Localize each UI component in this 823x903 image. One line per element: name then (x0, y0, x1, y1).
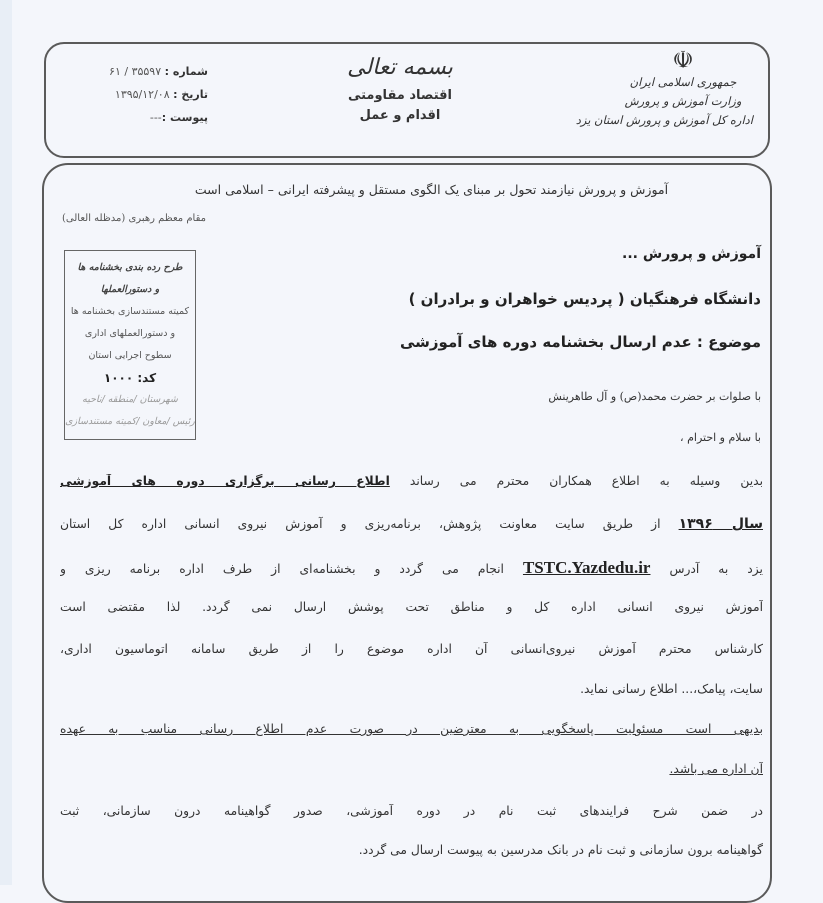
org-line: جمهوری اسلامی ایران (629, 75, 737, 89)
website-link[interactable]: TSTC.Yazdedu.ir (522, 558, 651, 577)
stamp-title: طرح رده بندی بخشنامه ها (77, 262, 183, 273)
motto-line: اقتصاد مقاومتی (347, 88, 453, 103)
body-line: گواهینامه برون سازمانی و ثبت نام در بانک مدرسین به پیوست ارسال می گردد. (358, 843, 763, 857)
iran-emblem-icon: ☫ (672, 46, 694, 74)
tagline-quote: آموزش و پرورش نیازمند تحول بر مبنای یک الگوی مستقل و پیشرفته ایرانی – اسلامی است (194, 182, 669, 197)
letter-date: تاریخ : ۱۳۹۵/۱۲/۰۸ (114, 88, 208, 101)
scan-edge (0, 0, 12, 885)
recipient-line: آموزش و پرورش ... (622, 246, 761, 262)
body-line: بدین وسیله به اطلاع همکاران محترم می رساند اطلاع رسانی برگزاری دوره های آموزشی (60, 474, 763, 488)
body-line: یزد به آدرس TSTC.Yazdedu.ir انجام می گردد و بخشنامه‌ای از طرف اداره برنامه ریزی و (60, 558, 763, 577)
body-line: آموزش نیروی انسانی اداره کل و مناطق تحت پوشش ارسال نمی گردد. لذا مقتضی است (60, 600, 763, 614)
stamp-line: و دستورالعملهای اداری (84, 328, 176, 339)
stamp-code: کد: ۱۰۰۰ (103, 371, 157, 385)
salutation: با سلام و احترام ، (680, 431, 761, 444)
body-line: آن اداره می باشد. (669, 762, 763, 776)
body-line: کارشناس محترم آموزش نیروی‌انسانی آن اداره موضوع را از طریق سامانه اتوماسیون اداری، (60, 642, 763, 656)
letterhead-center (330, 50, 470, 126)
body-line: سال ۱۳۹۶ از طریق سایت معاونت پژوهش، برنامه‌ریزی و آموزش نیروی انسانی اداره کل استان (60, 516, 763, 532)
stamp-title: و دستورالعملها (100, 284, 160, 295)
letter-attachment: پیوست :--- (149, 111, 208, 124)
body-line: سایت، پیامک،... اطلاع رسانی نماید. (580, 682, 763, 696)
org-line: وزارت آموزش و پرورش (624, 94, 742, 108)
basmala: بسمه تعالی (347, 55, 453, 80)
ministry-letterhead (575, 46, 753, 130)
quote-attribution: مقام معظم رهبری (مدظله العالی) (62, 213, 206, 224)
stamp-line: کمیته مستندسازی بخشنامه ها (70, 306, 190, 317)
stamp-line: سطوح اجرایی استان (88, 350, 172, 361)
letter-metadata (100, 60, 208, 129)
stamp-line: شهرستان /منطقه /ناحیه (82, 394, 178, 405)
subject-line: موضوع : عدم ارسال بخشنامه دوره های آموزشی (399, 333, 761, 351)
org-line: اداره کل آموزش و پرورش استان یزد (575, 113, 753, 127)
motto-line: اقدام و عمل (359, 108, 441, 123)
stamp-line: رئیس /معاون /کمیته مستندسازی (65, 416, 195, 427)
body-line: در ضمن شرح فرایندهای ثبت نام در دوره آموزشی، صدور گواهینامه درون سازمانی، ثبت (60, 804, 763, 818)
recipient-line: دانشگاه فرهنگیان ( پردیس خواهران و برادران ) (408, 290, 761, 308)
classification-stamp (64, 250, 196, 440)
letter-number: شماره : ۳۵۵۹۷ / ۶۱ (109, 65, 208, 78)
salutation: با صلوات بر حضرت محمد(ص) و آل طاهرینش (548, 390, 761, 403)
body-line: بدیهی است مسئولیت پاسخگویی به معترضین در صورت عدم اطلاع رسانی مناسب به عهده (60, 722, 763, 736)
